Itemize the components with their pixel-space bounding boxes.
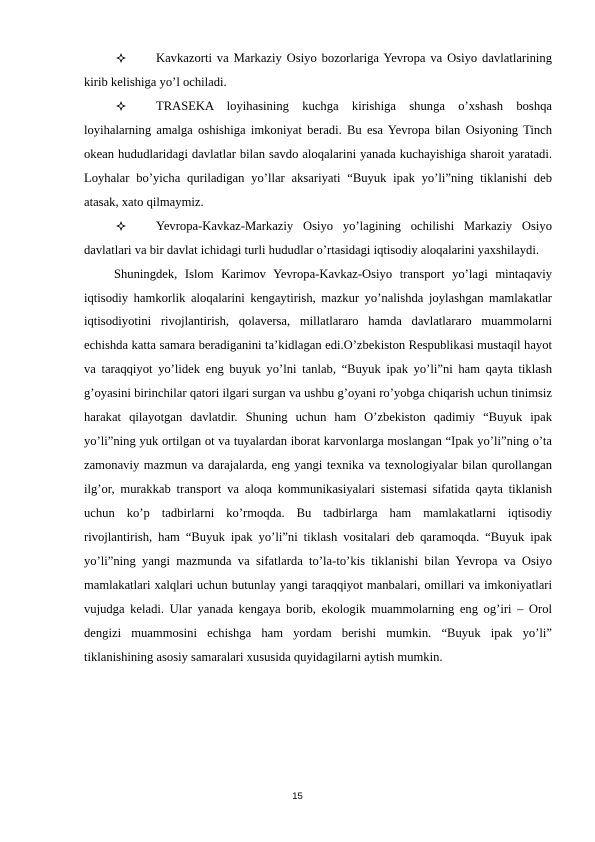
bullet-item [84, 95, 552, 215]
bullet-item [84, 47, 552, 95]
bullet-text: TRASEKA loyihasining kuchga kirishiga shunga o’xshash boshqa loyihalarning amalga oshishiga imkoniyat beradi. Bu esa Yevropa bilan Osiyoning Tinch okean hududlaridagi davlatlar bilan savdo aloqalarini yanada kuchayishiga sharoit yaratadi. Loyhalar bo’yicha quriladigan yo’llar aksariyati “Buyuk ipak yo’li”ning tiklanishi deb atasak, xato qilmaymiz. [84, 98, 552, 209]
diamond-bullet-icon [116, 221, 126, 231]
document-body [84, 47, 552, 670]
page-number: 15 [292, 791, 303, 802]
bullet-text: Yevropa-Kavkaz-Markaziy Osiyo yo’lagining ochilishi Markaziy Osiyo davlatlari va bir davlat ichidagi turli hududlar o’rtasidagi iqtisodiy aloqalarini yaxshilaydi. [84, 218, 552, 257]
diamond-bullet-icon [116, 53, 126, 63]
body-paragraph: Shuningdek, Islom Karimov Yevropa-Kavkaz-Osiyo transport yo’lagi mintaqaviy iqtisodiy hamkorlik aloqalarini kengaytirish, mazkur yo’nalishda joylashgan mamlakatlar iqtisodiyotini rivojlantirish, qolaversa, millatlararo hamda davlatlararo muammolarni echishda katta samara beradiganini ta’kidlagan edi.O’zbekiston Respublikasi mustaqil hayot va taraqqiyot yo’lidek eng buyuk yo’lni tanlab, “Buyuk ipak yo’li”ni ham qayta tiklash g’oyasini birinchilar qatori ilgari surgan va ushbu g’oyani ro’yobga chiqarish uchun tinimsiz harakat qilayotgan davlatdir. Shuning uchun ham O’zbekiston qadimiy “Buyuk ipak yo’li”ning yuk ortilgan ot va tuyalardan iborat karvonlarga moslangan “Ipak yo’li”ning o’ta zamonaviy mazmun va darajalarda, eng yangi texnika va texnologiyalar bilan qurollangan ilg’or, murakkab transport va aloqa kommunikasiyalari sistemasi sifatida qayta tiklanish uchun ko’p tadbirlarni ko’rmoqda. Bu tadbirlarga ham mamlakatlarni iqtisodiy rivojlantirish, ham “Buyuk ipak yo’li”ni tiklash vositalari deb qaramoqda. “Buyuk ipak yo’li”ning yangi mazmunda va sifatlarda to’la-to’kis tiklanishi bilan Yevropa va Osiyo mamlakatlari xalqlari uchun butunlay yangi taraqqiyot manbalari, omillari va imkoniyatlari vujudga keladi. Ular yanada kengaya borib, ekologik muammolarning eng og’iri – Orol dengizi muammosini echishga ham yordam berishi mumkin. “Buyuk ipak yo’li” tiklanishining asosiy samaralari xususida quyidagilarni aytish mumkin. [84, 266, 552, 664]
bullet-text: Kavkazorti va Markaziy Osiyo bozorlariga Yevropa va Osiyo davlatlarining kirib kelishiga yo’l ochiladi. [84, 51, 552, 89]
bullet-item [84, 215, 552, 263]
diamond-bullet-icon [116, 101, 126, 111]
